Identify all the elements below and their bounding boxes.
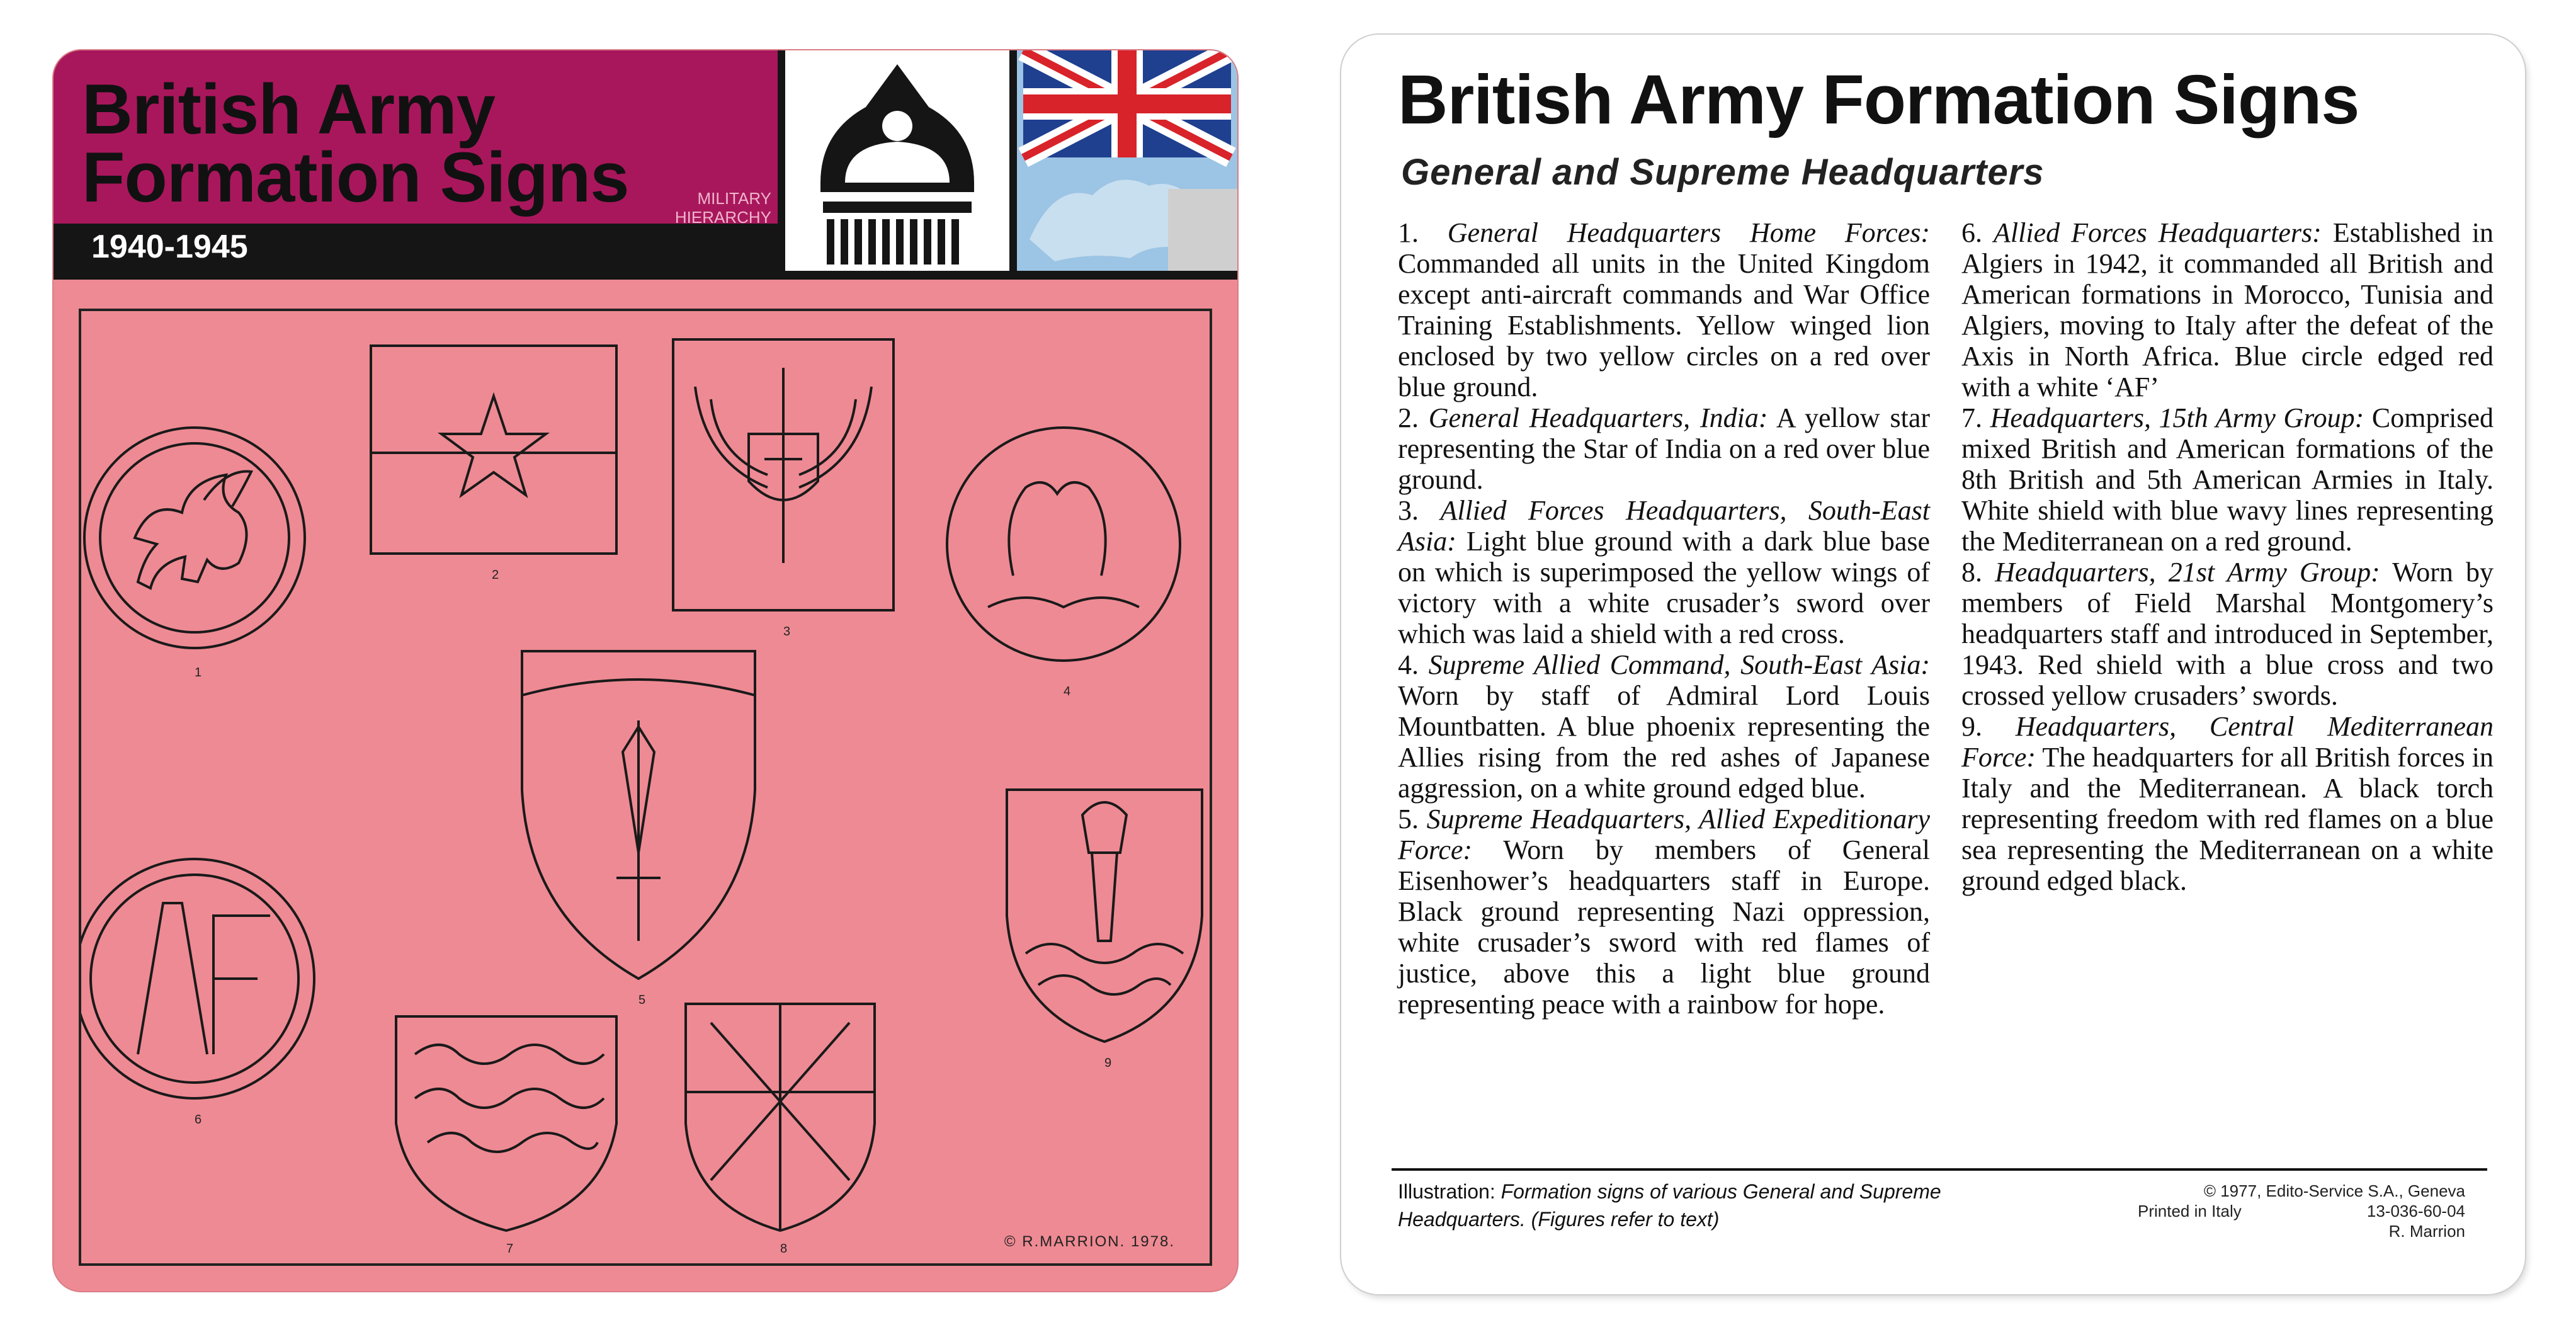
figure-number-6: 6 bbox=[195, 1113, 202, 1127]
caption-label: Illustration: bbox=[1398, 1180, 1495, 1203]
back-title: British Army Formation Signs bbox=[1398, 61, 2359, 139]
card-title-line1: British Army bbox=[82, 70, 496, 149]
figure-number-4: 4 bbox=[1064, 685, 1071, 698]
text-columns bbox=[1398, 217, 2494, 1162]
card-title bbox=[82, 70, 629, 217]
figure-number-9: 9 bbox=[1104, 1056, 1112, 1070]
winged-sword-cross-icon bbox=[673, 339, 894, 610]
text-column-left bbox=[1398, 217, 1930, 1162]
print-info-row bbox=[2138, 1201, 2465, 1221]
text-column-right bbox=[1961, 217, 2494, 1162]
winged-lion-circle-icon bbox=[84, 428, 305, 648]
figure-number-8: 8 bbox=[780, 1242, 788, 1256]
figures-illustration bbox=[81, 311, 1210, 1263]
caption-text: Formation signs of various General and Supreme Headquarters. (Figures refer to text) bbox=[1398, 1180, 1941, 1231]
figure-number-1: 1 bbox=[195, 666, 202, 680]
flag-box bbox=[1017, 50, 1237, 271]
illustration-caption bbox=[1398, 1178, 2028, 1233]
footer-rule bbox=[1392, 1168, 2487, 1171]
flaming-sword-shield-icon bbox=[522, 651, 755, 979]
category-line2: HIERARCHY bbox=[674, 208, 771, 227]
figure-number-2: 2 bbox=[492, 568, 499, 582]
year-range: 1940-1945 bbox=[91, 229, 248, 265]
phoenix-circle-icon bbox=[947, 428, 1180, 661]
card-code: 13-036-60-04 bbox=[2366, 1202, 2465, 1220]
crossed-swords-shield-icon bbox=[686, 1004, 875, 1231]
entry-8: 8. Headquarters, 21st Army Group: Worn by members of Field Marshal Montgomery’s headquarters staff and introduced in September, 1943. Red shield with a blue cross and two crossed yellow crusaders’ swords. bbox=[1961, 557, 2494, 711]
card-title-line2: Formation Signs bbox=[82, 138, 629, 217]
entry-5: 5. Supreme Headquarters, Allied Expeditionary Force: Worn by members of General Eisenhower’s headquarters staff in Europe. Black ground representing Nazi oppression, white crusader’s sword with red flames of justice, above this a light blue ground representing peace with a rainbow for hope. bbox=[1398, 804, 1930, 1020]
entry-7: 7. Headquarters, 15th Army Group: Comprised mixed British and American formations of the 8th British and 5th American Armies in Italy. White shield with blue wavy lines representing the Mediterranean on a red ground. bbox=[1961, 402, 2494, 557]
card-front bbox=[54, 50, 1237, 1291]
author-credit: R. Marrion bbox=[2388, 1222, 2465, 1241]
star-flag-icon bbox=[371, 346, 616, 554]
copyright-line: © 1977, Edito-Service S.A., Geneva bbox=[2203, 1181, 2465, 1200]
copyright-block bbox=[2138, 1181, 2465, 1241]
af-circle-icon bbox=[81, 859, 314, 1098]
entry-3: 3. Allied Forces Headquarters, South-East Asia: Light blue ground with a dark blue base on which is superimposed the yellow wings of victory with a white crusader’s sword over which was laid a shield with a red cross. bbox=[1398, 495, 1930, 649]
wavy-lines-shield-icon bbox=[396, 1016, 616, 1231]
category-icon-box bbox=[778, 50, 1017, 271]
entry-4: 4. Supreme Allied Command, South-East Asia: Worn by staff of Admiral Lord Louis Mountbatten. A blue phoenix representing the Allies rising from the red ashes of Japanese aggression, on a white ground edged blue. bbox=[1398, 649, 1931, 804]
header-rule bbox=[54, 271, 1237, 280]
torch-shield-icon bbox=[1007, 790, 1202, 1042]
entry-9: 9. Headquarters, Central Mediterranean Force: The headquarters for all British forces in Italy and the Mediterranean. A black torch representing freedom with red flames on a blue sea representing the Mediterranean on a white ground edged black. bbox=[1961, 711, 2494, 896]
illustration-panel bbox=[79, 309, 1212, 1266]
card-header bbox=[54, 50, 1237, 271]
entry-6: 6. Allied Forces Headquarters: Established in Algiers in 1942, it commanded all British and American formations in Morocco, Tunisia and Algiers, moving to Italy after the defeat of the Axis in North Africa. Blue circle edged red with a white ‘AF’ bbox=[1961, 217, 2494, 402]
printed-in: Printed in Italy bbox=[2138, 1202, 2242, 1220]
figure-number-5: 5 bbox=[638, 993, 646, 1007]
entry-1: 1. General Headquarters Home Forces: Commanded all units in the United Kingdom except anti-aircraft commands and War Office Training Establishments. Yellow winged lion enclosed by two yellow circles on a red over blue ground. bbox=[1398, 217, 1931, 402]
back-subtitle: General and Supreme Headquarters bbox=[1401, 152, 2045, 193]
artist-credit: © R.MARRION. 1978. bbox=[1004, 1233, 1175, 1250]
union-jack-flag-icon bbox=[1017, 50, 1237, 271]
card-back bbox=[1341, 35, 2525, 1294]
figure-number-7: 7 bbox=[506, 1242, 514, 1256]
category-line1: MILITARY bbox=[697, 189, 771, 208]
building-dome-icon bbox=[785, 50, 1009, 271]
entry-2: 2. General Headquarters, India: A yellow star representing the Star of India on a red over blue ground. bbox=[1398, 402, 1931, 495]
figure-number-3: 3 bbox=[783, 625, 791, 639]
category-label bbox=[645, 189, 771, 227]
